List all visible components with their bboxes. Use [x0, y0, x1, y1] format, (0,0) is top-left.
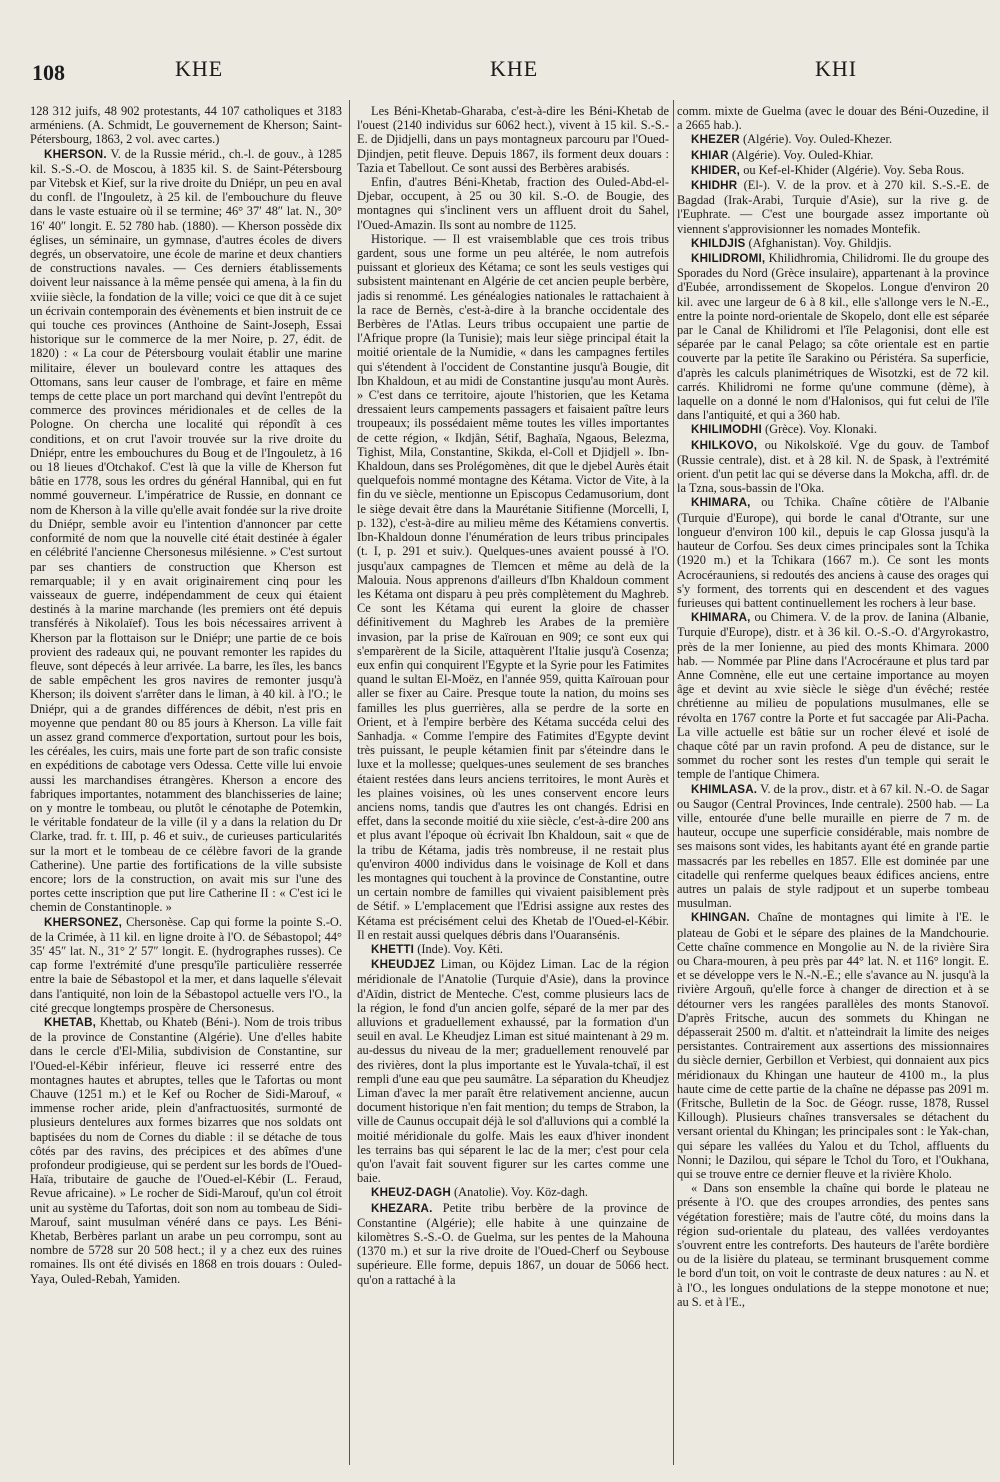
dictionary-entry — [677, 236, 989, 251]
running-head-right: KHI — [815, 56, 858, 81]
dictionary-entry — [357, 175, 669, 232]
running-head-center: KHE — [490, 56, 539, 81]
dictionary-entry — [30, 147, 342, 915]
entry-text: Khettab, ou Khateb (Béni-). Nom de trois tribus de la province de Constantine (Algérie). Une d'elles habite dans le cercle d'El-Milia, subdivision de Constantine, sur l'Oued-el-Kébir inférieur, fleuve ici resserré entre des montagnes hautes et abruptes, telles que le Tafortas ou mont Chauve (1251 m.) et le Kef ou Rocher de Sidi-Marouf, « immense rocher aride, plein d'anfractuosités, surmonté de plusieurs dentelures aux formes bizarres que nos soldats ont baptisées du nom de Cornes du diable : il se détache de tous côtés par des ravins, des précipices et des abîmes d'une profondeur prodigieuse, qui se perdent sur les bords de l'Oued-Haïa, tributaire de gauche de l'Oued-el-Kébir (L. Feraud, Revue africaine). » Le rocher de Sidi-Marouf, qu'un col étroit unit au système du Tafortas, doit son nom au tombeau de Sidi-Marouf, saint musulman vénéré dans ce pays. Les Béni-Khetab, Berbères parlant un arabe un peu corrompu, sont au nombre de 5728 sur 20 508 hect.; il y a chez eux des ruines romaines. Ils ont été divisés en 1868 en trois douars : Ouled-Yaya, Ouled-Rebah, Yamiden. — [30, 1015, 342, 1286]
entry-text: (Grèce). Voy. Klonaki. — [765, 422, 877, 437]
entry-text: Petite tribu berbère de la province de Constantine (Algérie); elle habite à une quinzaine de kilomètres S.-S.-O. de Guelma, sur les pentes de la Mahouna (1370 m.) et sur la rive droite de l'Oued-Cherf ou Seybouse supérieure. Elle forme, depuis 1867, un douar de 5066 hect. qu'on a rattaché à la — [357, 1200, 669, 1287]
entry-text: ou Kef-el-Khider (Algérie). Voy. Seba Rous. — [743, 162, 965, 177]
entry-text: 128 312 juifs, 48 902 protestants, 44 107 catholiques et 3183 arméniens. (A. Schmidt, Le gouvernement de Kherson; Saint-Pétersbourg, 1863, 2 vol. avec cartes.) — [30, 104, 342, 147]
entry-text: Liman, ou Köjdez Liman. Lac de la région méridionale de l'Anatolie (Turquie d'Asie), dans la province d'Aïdin, district de Menteche. C'est, comme plusieurs lacs de la région, le fond d'un ancien golfe, séparé de la mer par des alluvions et graduellement exhaussé, par la formation d'un seuil en aval. Le Kheudjez Liman est situé maintenant à 29 m. au-dessus du niveau de la mer; graduellement renouvelé par des rivières, dont la plus importante est le Yuvala-tchaï, il est rempli d'une eau que peu saumâtre. La séparation du Kheudjez Liman d'avec la mer paraît être relativement ancienne, aucun document historique n'en fait mention; du temps de Strabon, la ville de Caunus occupait déjà le sol d'alluvions qui a comblé la moitié méridionale du golfe. Mais les eaux d'hiver inondent les terrains bas qui séparent le lac de la mer; c'est pour cela qu'on l'avait fait souvent figurer sur les cartes comme une baie. — [357, 957, 669, 1186]
entry-text: Chaîne de montagnes qui limite à l'E. le plateau de Gobi et le sépare des plaines de la Mandchourie. Cette chaîne commence en Mongolie au N. de la rivière Sira ou Chara-mouren, à peu près par 44° lat. N. et 116° longit. E. et se développe vers le N.-N.-E.; elle s'avance au N. jusqu'à la rivière Argouñ, qu'elle force à changer de direction et à se détourner vers les rangées parallèles des monts Stanovoï. D'après Fritsche, aucun des sommets du Khingan ne dépasserait 2500 m. d'altit. et n'atteindrait la limite des neiges persistantes. Contrairement aux assertions des missionnaires du siècle dernier, Gerbillon et Verbiest, qui donnaient aux pics méridionaux du Khingan une hauteur de 4100 m., la plus haute cime de cette partie de la chaîne ne dépasse pas 2091 m. (Fritsche, Bulletin de la Soc. de Géogr. russe, 1878, Russel Killough). Plusieurs chaînes transversales se détachent du versant oriental du Khingan; les principales sont : le Yak-chan, qui sépare les vallées du Yalou et du Tchol, affluents du Nonni; le Dazilou, qui sépare le Tchol du Toro, et l'Oukhana, qui se trouve entre ce dernier fleuve et la rivière Kholo. — [677, 910, 989, 1182]
column-divider — [349, 100, 350, 1465]
entry-text: (El-). V. de la prov. et à 270 kil. S.-S.-E. de Bagdad (Irak-Arabi, Turquie d'Asie), sur la rive g. de l'Euphrate. — C'est une bourgade assez importante où viennent s'approvisionner les nomades Montefik. — [677, 178, 989, 236]
page-number: 108 — [32, 60, 65, 85]
dictionary-entry — [30, 104, 342, 147]
entry-headword: KHIAR — [691, 148, 729, 162]
entry-text: Les Béni-Khetab-Gharaba, c'est-à-dire les Béni-Khetab de l'ouest (2140 individus sur 6062 hect.), vivent à 15 kil. S.-S.-E. de Djidjelli, dans un pays montagneux parcouru par l'Oued-Djindjen, petit fleuve. Depuis 1867, ils forment deux douars : Tazia et Tabellout. Ce sont aussi des Berbères arabisés. — [357, 104, 669, 175]
dictionary-entry — [677, 495, 989, 610]
entry-text: V. de la Russie mérid., ch.-l. de gouv., à 1285 kil. S.-S.-O. de Moscou, à 1835 kil. S. de Saint-Pétersbourg par Vitebsk et Kief, sur la rive droite du Dniépr, un peu en aval du confl. de l'Ingouletz, à 25 kil. de l'embouchure du fleuve dans le vaste estuaire où il se termine; 46° 37′ 48″ lat. N., 30° 16′ 40″ longit. E. 52 780 hab. (1880). — Kherson possède dix églises, un séminaire, un gymnase, d'autres écoles de divers degrés, un observatoire, une école de marine et deux chantiers de constructions navales. — Ces derniers établissements doivent leur naissance à la même pensée qui amena, à la fin du xviiie siècle, la fondation de la ville; voici ce que dit à ce sujet un écrivain contemporain des évènements et bien instruit de ce qui touche ces provinces (Anthoine de Saint-Joseph, Essai historique sur le commerce de la mer Noire, p. 27, édit. de 1820) : « La cour de Pétersbourg voulait établir une marine militaire, élever un boulevard contre les attaques des Ottomans, sans leur causer de l'ombrage, et faire en même temps de cette place un port marchand qui devînt l'entrepôt du commerce des provinces méridionales et de celles de la Pologne. On chercha une localité qui répondît à ces conditions, et on crut l'avoir trouvée sur la rive droite du Dniépr, entre les embouchures du Boug et de l'Ingouletz, à 16 ou 18 lieues d'Otchakof. C'est là que la ville de Kherson fut bâtie en 1778, sous les ordres du général Hannibal, qui en fut nommé gouverneur. L'impératrice de Russie, en donnant ce nom de Kherson à la ville qu'elle avait fondée sur la rive droite du Dniépr, semble avoir eu l'intention d'annoncer par cette conformité de nom que la nouvelle cité était destinée à égaler en célébrité l'ancienne Chersonesus milésienne. » C'est surtout par ses chantiers de construction que Kherson est remarquable; il y en avait originairement cinq pour les vaisseaux de guerre, indépendamment de ceux qui étaient destinés à la marine marchande (les premiers ont été depuis transférés à Nikolaïef). Tous les bois nécessaires arrivent à Kherson par la flottaison sur le Dniépr; une partie de ce bois provient des radeaux qui, ne pouvant remonter les rapides du fleuve, sont dépecés à leur arrivée. La barre, les îles, les bancs de sable empêchent les gros navires de remonter jusqu'à Kherson; ils doivent s'arrêter dans le liman, à 40 kil. à l'O.; le Dniépr, qui a de grandes différences de débit, n'est pris en moyenne que pendant 80 ou 85 jours à Kherson. La ville fait un assez grand commerce d'exportation, surtout pour les bois, les céréales, les cuirs, mais une forte part de son trafic consiste en expéditions de cabotage vers Odessa. Cette ville lui envoie aussi les marchandises étrangères. Kherson a encore des fabriques importantes, notamment des blanchisseries de laine; on y montre le tombeau, ou plutôt le cénotaphe de Potemkin, le véritable fondateur de la ville (il y a dans la relation du Dr Clarke, trad. fr. t. III, p. 46 et suiv., de curieuses particularités sur la mort et le tombeau de ce célèbre favori de la grande Catherine). Une partie des fortifications de la ville subsiste encore; lors de la construction, on avait mis sur l'une des portes cette inscription que put lire Catherine II : « C'est ici le chemin de Constantinople. » — [30, 146, 342, 915]
entry-headword: KHERSONEZ, — [44, 915, 123, 929]
entry-text: ou Nikolskoïé. Vge du gouv. de Tambof (Russie centrale), dist. et à 28 kil. N. de Spask, à l'extrémité orient. d'un petit lac qui se déverse dans la Mokcha, affl. dr. de la Tzna, sous-bassin de l'Oka. — [677, 437, 989, 496]
page-header — [0, 0, 1000, 90]
dictionary-entry — [677, 422, 989, 437]
entry-text: Historique. — Il est vraisemblable que ces trois tribus gardent, sous une forme un peu altérée, le nom autrefois puissant et glorieux des Kétama; ce sont les seuls vestiges qui subsistent maintenant en Algérie de cet ancien peuple berbère, jadis si renommé. Les généalogies nationales le rattachaient à la race de Bernès, c'est-à-dire à la branche occidentale des Berbères de l'Atlas. Leurs tribus occupaient une partie de l'Afrique propre (la Tunisie); mais leur siège principal était la moitié orientale de la Numidie, « dans les campagnes fertiles qui s'étendent à l'occident de Constantine jusqu'à Bougie, dit Ibn Khaldoun, et au midi de Constantine jusqu'au mont Aurès. » C'est dans ce territoire, ajoute l'historien, que les Ketama dressaient leurs campements passagers et faisaient paître leurs troupeaux; ils possédaient même toutes les villes importantes de cette région, « Ikdjân, Sétif, Baghaïa, Ngaous, Belezma, Tighist, Mila, Constantine, Skikda, el-Coll et Djidjell ». Ibn-Khaldoun, dans ses Prolégomènes, dit que le djebel Aurès était quelquefois nommé montagne des Kétama. Victor de Vite, à la fin du ve siècle, mentionne un Episcopus Cedamusorium, dont le siège devait être dans la Maurétanie Sitifienne (Morcelli, I, p. 132), c'est-à-dire au milieu même des Kétamiens convertis. Ibn-Khaldoun donne l'énumération de leurs tribus principales (t. I, p. 291 et suiv.). Quelques-unes avaient poussé à l'O. jusqu'aux campagnes de Tlemcen et même au delà de la Malouia. Nous apprenons d'ailleurs d'Ibn Khaldoun comment les Kétama ont disparu à peu près complètement du Maghreb. Ce sont les Kétama qui eurent la gloire de chasser définitivement du Maghreb les Arabes de la première invasion, par la prise de Kaïrouan en 909; ce sont eux qui s'emparèrent de la Sicile, attaquèrent l'Italie jusqu'à Cosenza; eux enfin qui conquirent l'Egypte et la Syrie pour les Fatimites quand le sultan El-Moëz, en l'année 959, quitta Kaïrouan pour aller se fixer au Caire. Presque toute la nation, du moins ses familles les plus guerrières, alla se perdre de la sorte en Orient, et à l'empire berbère des Kétama succéda celui des Sanhadja. « Comme l'empire des Fatimites d'Egypte devint très puissant, le peuple kétamien finit par s'éteindre dans le luxe et la mollesse; quelques-unes seulement de ses branches étaient restées dans leurs anciens territoires, le mont Aurès et les plaines voisines, où les unes conservent encore leurs anciens noms, tandis que d'autres les ont changés. Edrisi en effet, dans la seconde moitié du xiie siècle, c'est-à-dire 200 ans et plus avant l'époque où écrivait Ibn Khaldoun, sait « que de la tribu de Kétama, jadis très nombreuse, il ne restait plus qu'environ 4000 individus dans le voisinage de Koll et dans les montagnes qui touchent à la province de Constantine, outre un certain nombre de familles qui vivaient paisiblement près de Sétif. » L'emplacement que l'Edrisi assigne aux restes des Kétama est précisément celui des Khetab de l'Oued-el-Kébir. Il en restait aussi quelques débris dans l'Ouaransénis. — [357, 231, 669, 942]
dictionary-entry — [677, 610, 989, 781]
entry-text: comm. mixte de Guelma (avec le douar des Béni-Ouzedine, il a 2665 hab.). — [677, 104, 989, 133]
entry-headword: KHETTI — [371, 942, 415, 956]
entry-headword: KHIMLASA. — [691, 782, 758, 796]
entry-headword: KHILKOVO, — [691, 438, 758, 452]
column-divider — [673, 100, 674, 1465]
dictionary-entry — [357, 232, 669, 942]
dictionary-entry — [677, 132, 989, 147]
dictionary-entry — [677, 148, 989, 163]
entry-headword: KHIDER, — [691, 163, 741, 177]
entry-headword: KHIMARA, — [691, 496, 751, 510]
dictionary-entry — [357, 104, 669, 175]
entry-headword: KHILIDROMI, — [691, 252, 766, 266]
entry-headword: KHETAB, — [44, 1016, 97, 1029]
running-head-left: KHE — [175, 56, 224, 81]
entry-headword: KHEZARA. — [371, 1201, 433, 1215]
column-middle — [357, 104, 669, 1464]
entry-text: ou Chimera. V. de la prov. de Ianina (Albanie, Turquie d'Europe), distr. et à 36 kil. O.-S.-O. d'Argyrokastro, près de la mer Ionienne, au pied des monts Khimara. 2000 hab. — Nommée par Pline dans l'Acrocéraune et plus tard par Anne Comnène, elle eut une certaine importance au moyen âge et devint au xvie siècle le siège d'un évêché; restée chrétienne au milieu de populations musulmanes, elle se révolta en 1767 contre la Porte et fut saccagée par Ali-Pacha. La ville actuelle est bâtie sur un rocher élevé et isolé de chaque côté par un ravin profond. A peu de distance, sur le sommet du rocher sont les restes d'un temple qui serait le temple de l'antique Chimera. — [677, 610, 989, 782]
entry-headword: KHILDJIS — [691, 236, 746, 250]
entry-headword: KHERSON. — [44, 147, 107, 161]
entry-text: V. de la prov., distr. et à 67 kil. N.-O. de Sagar ou Saugor (Central Provinces, Inde centrale). 2500 hab. — La ville, entourée d'une belle muraille en pierre de 7 m. de hauteur, occupe une superficie considérable, mais nombre de ses maisons sont vides, les habitants ayant été en grande partie massacrés par les rebelles en 1857. Elle est dominée par une citadelle qui renferme quelques beaux édifices anciens, entre autres un palais de style radjpout et un superbe tombeau musulman. — [677, 781, 989, 911]
column-right — [677, 104, 989, 1464]
dictionary-entry — [357, 1185, 669, 1200]
entry-text: Enfin, d'autres Béni-Khetab, fraction des Ouled-Abd-el-Djebar, occupent, à 25 ou 30 kil. S.-O. de Bougie, des montagnes qui s'inclinent vers un affluent droit du Sahel, l'Oued-Amazin. Ils sont au nombre de 1125. — [357, 175, 669, 232]
dictionary-entry — [357, 957, 669, 1185]
dictionary-entry — [30, 915, 342, 1015]
entry-text: (Algérie). Voy. Ouled-Khiar. — [731, 147, 874, 162]
dictionary-entry — [677, 163, 989, 178]
dictionary-entry — [357, 1201, 669, 1287]
dictionary-entry — [357, 942, 669, 957]
entry-text: (Afghanistan). Voy. Ghildjis. — [748, 235, 892, 250]
entry-headword: KHINGAN. — [691, 911, 750, 925]
entry-headword: KHEUZ-DAGH — [371, 1186, 451, 1200]
entry-text: « Dans son ensemble la chaîne qui borde le plateau ne présente à l'O. que des croupes arrondies, des pentes sans végétation forestière; mais de l'autre côté, du moins dans la région sud-orientale du plateau, des vallées verdoyantes s'ouvrent entre les contreforts. Des hauteurs de l'arête bordière ou de la lisière du plateau, se terminant brusquement comme le bord d'un toit, on voit le contraste de deux natures : au N. et à l'O., les longues ondulations de la steppe monotone et nue; au S. et à l'E., — [677, 1181, 989, 1309]
entry-headword: KHIDHR — [691, 179, 738, 193]
entry-headword: KHEUDJEZ — [371, 958, 436, 972]
dictionary-entry — [677, 1181, 989, 1309]
entry-text: (Inde). Voy. Kêti. — [417, 941, 503, 956]
entry-text: (Algérie). Voy. Ouled-Khezer. — [742, 132, 893, 147]
entry-headword: KHIMARA, — [691, 611, 751, 625]
column-left — [30, 104, 342, 1464]
entry-headword: KHEZER — [691, 133, 740, 147]
dictionary-entry — [677, 438, 989, 496]
entry-text: Khilidhromia, Chilidromi. Ile du groupe des Sporades du Nord (Grèce insulaire), appartenant à la province d'Eubée, arrondissement de Skopelos. Longue d'environ 20 kil. avec une largeur de 6 à 8 kil., elle s'allonge vers le N.-E., entre la pointe nord-orientale de Skopelo, dont elle est séparée par le Canal de Khilidromi et l'île Pelagonisi, dont elle est séparée par le canal Pelago; sa côte orientale est en partie couverte par la petite île Sarakino ou Péristéra. Sa superficie, d'après les calculs planimétriques de Wisotzki, est de 72 kil. carrés. Khilidromi ne forme qu'une commune (dème), à laquelle on a donné le nom d'Halonisos, qui fut celui de l'île dans l'antiquité, et qui a 360 hab. — [677, 251, 989, 423]
dictionary-entry — [677, 178, 989, 236]
entry-text: Chersonèse. Cap qui forme la pointe S.-O. de la Crimée, à 11 kil. en ligne droite à l'O. de Sébastopol; 44° 35′ 45″ lat. N., 31° 2′ 57″ longit. E. (hydrographes russes). Ce cap forme l'extrémité d'une presqu'île particulière resserrée entre la baie de Sébastopol et la mer, et dans laquelle s'élevait dans l'antiquité, non loin de la Sébastopol actuelle vers l'O., la cité grecque longtemps prospère de Chersonesus. — [30, 914, 342, 1015]
entry-headword: KHILIMODHI — [691, 423, 762, 437]
dictionary-entry — [677, 251, 989, 422]
dictionary-entry — [677, 782, 989, 911]
entry-text: (Anatolie). Voy. Köz-dagh. — [454, 1185, 589, 1200]
dictionary-entry — [677, 104, 989, 132]
dictionary-entry — [30, 1015, 342, 1286]
dictionary-entry — [677, 910, 989, 1181]
entry-text: ou Tchika. Chaîne côtière de l'Albanie (Turquie d'Europe), qui borde le canal d'Otrante, sur une longueur d'environ 100 kil., depuis le cap Glossa jusqu'à la hauteur de Corfou. Ses deux cimes principales sont la Tchika (1920 m.) et la Tchikara (1667 m.). Ce sont les monts Acrocérauniens, si redoutés des anciens à cause des orages qui s'y forment, des torrents qui en descendent et des vagues furieuses qui battent continuellement les rochers à leur base. — [677, 495, 989, 610]
